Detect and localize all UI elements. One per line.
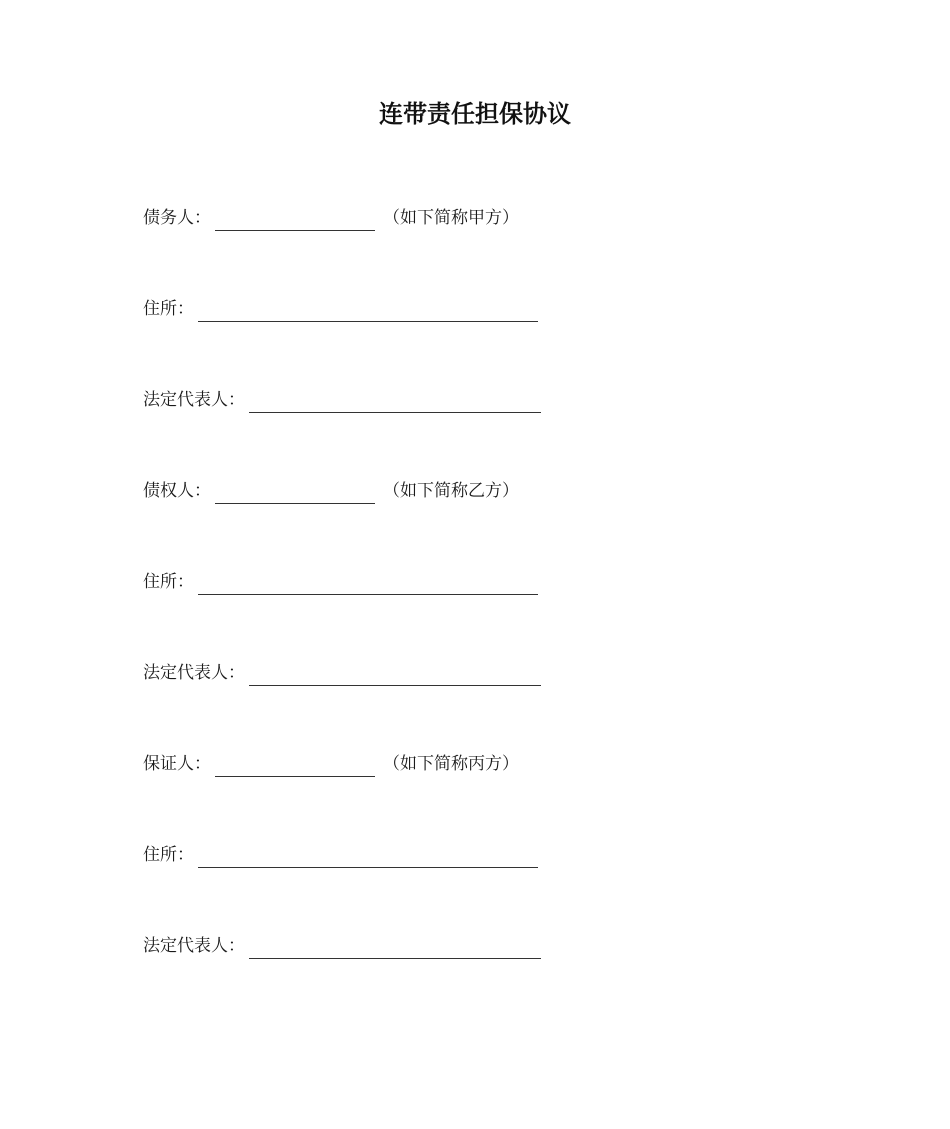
guarantor-address-blank: [198, 847, 538, 868]
creditor-label: 债权人：: [143, 481, 211, 501]
debtor-label: 债务人：: [143, 208, 211, 228]
debtor-address-label: 住所：: [143, 299, 194, 319]
creditor-blank: [215, 483, 375, 504]
guarantor-label: 保证人：: [143, 754, 211, 774]
debtor-address-row: [143, 295, 538, 323]
debtor-blank: [215, 210, 375, 231]
debtor-row: [143, 204, 519, 232]
creditor-legal-rep-label: 法定代表人：: [143, 663, 245, 683]
creditor-legal-rep-blank: [249, 665, 541, 686]
guarantor-legal-rep-row: [143, 932, 541, 960]
creditor-note: （如下简称乙方）: [383, 481, 519, 501]
debtor-legal-rep-row: [143, 386, 541, 414]
creditor-row: [143, 477, 519, 505]
guarantor-row: [143, 750, 519, 778]
creditor-address-row: [143, 568, 538, 596]
creditor-legal-rep-row: [143, 659, 541, 687]
guarantor-note: （如下简称丙方）: [383, 754, 519, 774]
guarantor-address-label: 住所：: [143, 845, 194, 865]
guarantor-legal-rep-blank: [249, 938, 541, 959]
guarantor-address-row: [143, 841, 538, 869]
debtor-address-blank: [198, 301, 538, 322]
debtor-legal-rep-label: 法定代表人：: [143, 390, 245, 410]
debtor-note: （如下简称甲方）: [383, 208, 519, 228]
debtor-legal-rep-blank: [249, 392, 541, 413]
creditor-address-label: 住所：: [143, 572, 194, 592]
document-title: 连带责任担保协议: [379, 100, 571, 128]
guarantor-blank: [215, 756, 375, 777]
guarantor-legal-rep-label: 法定代表人：: [143, 936, 245, 956]
creditor-address-blank: [198, 574, 538, 595]
